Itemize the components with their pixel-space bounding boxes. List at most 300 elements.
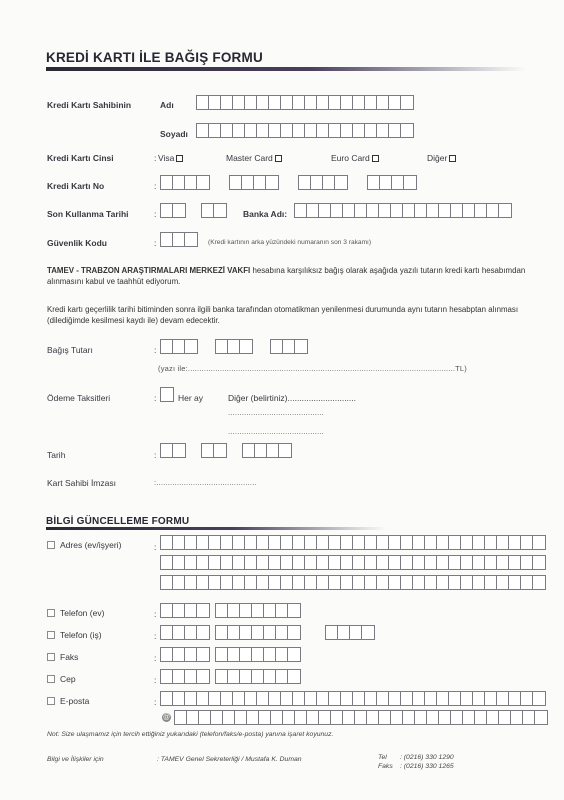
char-box[interactable]: [267, 444, 279, 457]
char-box[interactable]: [341, 536, 353, 549]
char-box[interactable]: [367, 711, 379, 724]
phone-home-number[interactable]: [215, 603, 301, 618]
char-box[interactable]: [343, 711, 355, 724]
char-box[interactable]: [533, 692, 545, 705]
char-box[interactable]: [521, 556, 533, 569]
monthly-box[interactable]: [160, 387, 174, 402]
char-box[interactable]: [271, 340, 283, 353]
address-line-1[interactable]: [160, 535, 546, 550]
char-box[interactable]: [379, 711, 391, 724]
char-box[interactable]: [161, 692, 173, 705]
char-box[interactable]: [257, 124, 269, 137]
char-box[interactable]: [307, 711, 319, 724]
char-box[interactable]: [365, 536, 377, 549]
char-box[interactable]: [279, 444, 291, 457]
char-box[interactable]: [269, 556, 281, 569]
char-box[interactable]: [461, 536, 473, 549]
char-box[interactable]: [242, 176, 254, 189]
bank-name-field[interactable]: [294, 203, 512, 218]
char-box[interactable]: [161, 444, 173, 457]
char-box[interactable]: [233, 556, 245, 569]
char-box[interactable]: [338, 626, 350, 639]
char-box[interactable]: [161, 576, 173, 589]
char-box[interactable]: [233, 96, 245, 109]
other-card-checkbox[interactable]: [449, 155, 456, 162]
char-box[interactable]: [161, 388, 173, 401]
signature-line[interactable]: :............................................: [154, 478, 257, 487]
char-box[interactable]: [276, 604, 288, 617]
char-box[interactable]: [173, 176, 185, 189]
char-box[interactable]: [485, 692, 497, 705]
char-box[interactable]: [329, 96, 341, 109]
char-box[interactable]: [233, 692, 245, 705]
char-box[interactable]: [281, 692, 293, 705]
char-box[interactable]: [197, 648, 209, 661]
char-box[interactable]: [425, 536, 437, 549]
char-box[interactable]: [173, 626, 185, 639]
char-box[interactable]: [185, 556, 197, 569]
char-box[interactable]: [401, 692, 413, 705]
char-box[interactable]: [353, 692, 365, 705]
fax-checkbox[interactable]: [47, 653, 55, 661]
char-box[interactable]: [391, 204, 403, 217]
char-box[interactable]: [281, 124, 293, 137]
char-box[interactable]: [228, 340, 240, 353]
mobile-checkbox[interactable]: [47, 675, 55, 683]
char-box[interactable]: [329, 556, 341, 569]
char-box[interactable]: [264, 648, 276, 661]
char-box[interactable]: [254, 176, 266, 189]
char-box[interactable]: [209, 576, 221, 589]
char-box[interactable]: [216, 648, 228, 661]
char-box[interactable]: [329, 536, 341, 549]
char-box[interactable]: [439, 711, 451, 724]
char-box[interactable]: [199, 711, 211, 724]
char-box[interactable]: [499, 711, 511, 724]
char-box[interactable]: [473, 692, 485, 705]
char-box[interactable]: [463, 204, 475, 217]
char-box[interactable]: [317, 96, 329, 109]
char-box[interactable]: [247, 711, 259, 724]
char-box[interactable]: [497, 692, 509, 705]
card-type-other[interactable]: [427, 153, 456, 163]
char-box[interactable]: [293, 124, 305, 137]
phone-home-checkbox[interactable]: [47, 609, 55, 617]
char-box[interactable]: [221, 96, 233, 109]
char-box[interactable]: [341, 692, 353, 705]
char-box[interactable]: [271, 711, 283, 724]
char-box[interactable]: [326, 626, 338, 639]
char-box[interactable]: [377, 124, 389, 137]
char-box[interactable]: [266, 176, 278, 189]
char-box[interactable]: [228, 604, 240, 617]
char-box[interactable]: [185, 604, 197, 617]
char-box[interactable]: [264, 626, 276, 639]
char-box[interactable]: [214, 444, 226, 457]
char-box[interactable]: [413, 692, 425, 705]
phone-work-checkbox[interactable]: [47, 631, 55, 639]
char-box[interactable]: [245, 692, 257, 705]
mobile-number[interactable]: [215, 669, 301, 684]
card-type-master[interactable]: [226, 153, 282, 163]
char-box[interactable]: [221, 556, 233, 569]
char-box[interactable]: [362, 626, 374, 639]
char-box[interactable]: [425, 576, 437, 589]
address-checkbox[interactable]: [47, 541, 55, 549]
char-box[interactable]: [161, 670, 173, 683]
char-box[interactable]: [173, 576, 185, 589]
char-box[interactable]: [461, 692, 473, 705]
char-box[interactable]: [245, 556, 257, 569]
char-box[interactable]: [365, 96, 377, 109]
char-box[interactable]: [323, 176, 335, 189]
char-box[interactable]: [209, 536, 221, 549]
char-box[interactable]: [252, 648, 264, 661]
char-box[interactable]: [281, 536, 293, 549]
char-box[interactable]: [173, 233, 185, 246]
char-box[interactable]: [269, 536, 281, 549]
char-box[interactable]: [365, 124, 377, 137]
char-box[interactable]: [511, 711, 523, 724]
char-box[interactable]: [391, 711, 403, 724]
char-box[interactable]: [257, 96, 269, 109]
char-box[interactable]: [355, 711, 367, 724]
char-box[interactable]: [485, 576, 497, 589]
char-box[interactable]: [288, 626, 300, 639]
char-box[interactable]: [343, 204, 355, 217]
char-box[interactable]: [197, 536, 209, 549]
char-box[interactable]: [228, 670, 240, 683]
char-box[interactable]: [209, 692, 221, 705]
char-box[interactable]: [197, 626, 209, 639]
char-box[interactable]: [461, 556, 473, 569]
char-box[interactable]: [317, 556, 329, 569]
char-box[interactable]: [355, 204, 367, 217]
char-box[interactable]: [437, 556, 449, 569]
char-box[interactable]: [173, 670, 185, 683]
char-box[interactable]: [497, 556, 509, 569]
char-box[interactable]: [401, 536, 413, 549]
char-box[interactable]: [389, 96, 401, 109]
char-box[interactable]: [185, 536, 197, 549]
char-box[interactable]: [161, 233, 173, 246]
char-box[interactable]: [173, 692, 185, 705]
char-box[interactable]: [353, 536, 365, 549]
char-box[interactable]: [425, 692, 437, 705]
card-type-euro[interactable]: [331, 153, 379, 163]
char-box[interactable]: [240, 648, 252, 661]
char-box[interactable]: [269, 692, 281, 705]
char-box[interactable]: [475, 711, 487, 724]
char-box[interactable]: [509, 556, 521, 569]
char-box[interactable]: [533, 556, 545, 569]
char-box[interactable]: [415, 204, 427, 217]
char-box[interactable]: [209, 96, 221, 109]
char-box[interactable]: [499, 204, 511, 217]
char-box[interactable]: [240, 604, 252, 617]
char-box[interactable]: [281, 96, 293, 109]
char-box[interactable]: [211, 711, 223, 724]
char-box[interactable]: [353, 124, 365, 137]
char-box[interactable]: [365, 556, 377, 569]
char-box[interactable]: [161, 204, 173, 217]
char-box[interactable]: [353, 556, 365, 569]
char-box[interactable]: [293, 556, 305, 569]
char-box[interactable]: [319, 204, 331, 217]
other-line-3[interactable]: ..........................................: [228, 427, 324, 436]
phone-work-extension[interactable]: [325, 625, 375, 640]
char-box[interactable]: [216, 604, 228, 617]
char-box[interactable]: [305, 536, 317, 549]
char-box[interactable]: [523, 711, 535, 724]
char-box[interactable]: [269, 96, 281, 109]
char-box[interactable]: [425, 556, 437, 569]
char-box[interactable]: [295, 204, 307, 217]
char-box[interactable]: [173, 340, 185, 353]
char-box[interactable]: [521, 576, 533, 589]
char-box[interactable]: [295, 711, 307, 724]
first-name-field[interactable]: [196, 95, 414, 110]
char-box[interactable]: [293, 576, 305, 589]
char-box[interactable]: [276, 626, 288, 639]
fax-number[interactable]: [215, 647, 301, 662]
char-box[interactable]: [245, 576, 257, 589]
char-box[interactable]: [379, 204, 391, 217]
char-box[interactable]: [317, 692, 329, 705]
char-box[interactable]: [329, 576, 341, 589]
char-box[interactable]: [185, 626, 197, 639]
char-box[interactable]: [365, 576, 377, 589]
char-box[interactable]: [341, 556, 353, 569]
char-box[interactable]: [451, 711, 463, 724]
char-box[interactable]: [293, 536, 305, 549]
char-box[interactable]: [240, 626, 252, 639]
card-no-group-2[interactable]: [229, 175, 279, 190]
char-box[interactable]: [463, 711, 475, 724]
char-box[interactable]: [377, 536, 389, 549]
expiry-month-field[interactable]: [160, 203, 186, 218]
char-box[interactable]: [413, 576, 425, 589]
char-box[interactable]: [487, 204, 499, 217]
char-box[interactable]: [415, 711, 427, 724]
char-box[interactable]: [473, 576, 485, 589]
char-box[interactable]: [377, 556, 389, 569]
char-box[interactable]: [283, 340, 295, 353]
char-box[interactable]: [197, 124, 209, 137]
char-box[interactable]: [221, 576, 233, 589]
char-box[interactable]: [197, 576, 209, 589]
char-box[interactable]: [243, 444, 255, 457]
char-box[interactable]: [276, 670, 288, 683]
amount-group-3[interactable]: [270, 339, 308, 354]
char-box[interactable]: [245, 124, 257, 137]
char-box[interactable]: [317, 124, 329, 137]
date-day-field[interactable]: [160, 443, 186, 458]
char-box[interactable]: [533, 536, 545, 549]
char-box[interactable]: [350, 626, 362, 639]
phone-work-area[interactable]: [160, 625, 210, 640]
char-box[interactable]: [245, 536, 257, 549]
char-box[interactable]: [497, 536, 509, 549]
char-box[interactable]: [216, 670, 228, 683]
char-box[interactable]: [389, 124, 401, 137]
char-box[interactable]: [389, 536, 401, 549]
char-box[interactable]: [264, 604, 276, 617]
char-box[interactable]: [341, 96, 353, 109]
char-box[interactable]: [252, 626, 264, 639]
char-box[interactable]: [185, 692, 197, 705]
char-box[interactable]: [288, 604, 300, 617]
char-box[interactable]: [367, 204, 379, 217]
security-code-field[interactable]: [160, 232, 198, 247]
char-box[interactable]: [403, 711, 415, 724]
char-box[interactable]: [185, 648, 197, 661]
char-box[interactable]: [319, 711, 331, 724]
char-box[interactable]: [341, 124, 353, 137]
char-box[interactable]: [317, 576, 329, 589]
char-box[interactable]: [240, 340, 252, 353]
char-box[interactable]: [161, 604, 173, 617]
email-domain-field[interactable]: [174, 710, 548, 725]
char-box[interactable]: [295, 340, 307, 353]
char-box[interactable]: [161, 556, 173, 569]
char-box[interactable]: [197, 692, 209, 705]
char-box[interactable]: [521, 692, 533, 705]
char-box[interactable]: [497, 576, 509, 589]
char-box[interactable]: [413, 556, 425, 569]
char-box[interactable]: [305, 96, 317, 109]
visa-checkbox[interactable]: [176, 155, 183, 162]
char-box[interactable]: [257, 536, 269, 549]
char-box[interactable]: [353, 96, 365, 109]
char-box[interactable]: [427, 204, 439, 217]
char-box[interactable]: [252, 670, 264, 683]
char-box[interactable]: [437, 536, 449, 549]
char-box[interactable]: [245, 96, 257, 109]
char-box[interactable]: [202, 444, 214, 457]
char-box[interactable]: [281, 576, 293, 589]
char-box[interactable]: [197, 670, 209, 683]
char-box[interactable]: [305, 576, 317, 589]
char-box[interactable]: [288, 648, 300, 661]
char-box[interactable]: [216, 626, 228, 639]
char-box[interactable]: [228, 648, 240, 661]
fax-area[interactable]: [160, 647, 210, 662]
char-box[interactable]: [264, 670, 276, 683]
char-box[interactable]: [509, 692, 521, 705]
char-box[interactable]: [276, 648, 288, 661]
char-box[interactable]: [197, 176, 209, 189]
char-box[interactable]: [401, 576, 413, 589]
char-box[interactable]: [185, 670, 197, 683]
char-box[interactable]: [197, 556, 209, 569]
char-box[interactable]: [288, 670, 300, 683]
char-box[interactable]: [403, 204, 415, 217]
char-box[interactable]: [509, 576, 521, 589]
char-box[interactable]: [365, 692, 377, 705]
char-box[interactable]: [437, 692, 449, 705]
char-box[interactable]: [185, 176, 197, 189]
amount-in-words[interactable]: (yazı ile:.....................................................................................................................TL): [158, 364, 467, 373]
char-box[interactable]: [235, 711, 247, 724]
char-box[interactable]: [389, 576, 401, 589]
char-box[interactable]: [185, 340, 197, 353]
card-no-group-1[interactable]: [160, 175, 210, 190]
char-box[interactable]: [521, 536, 533, 549]
char-box[interactable]: [329, 692, 341, 705]
char-box[interactable]: [353, 576, 365, 589]
char-box[interactable]: [269, 124, 281, 137]
char-box[interactable]: [233, 576, 245, 589]
char-box[interactable]: [377, 576, 389, 589]
char-box[interactable]: [216, 340, 228, 353]
date-month-field[interactable]: [201, 443, 227, 458]
char-box[interactable]: [230, 176, 242, 189]
mobile-area[interactable]: [160, 669, 210, 684]
char-box[interactable]: [293, 96, 305, 109]
char-box[interactable]: [161, 648, 173, 661]
date-year-field[interactable]: [242, 443, 292, 458]
char-box[interactable]: [307, 204, 319, 217]
char-box[interactable]: [221, 536, 233, 549]
char-box[interactable]: [209, 124, 221, 137]
char-box[interactable]: [185, 233, 197, 246]
char-box[interactable]: [281, 556, 293, 569]
char-box[interactable]: [173, 604, 185, 617]
amount-group-2[interactable]: [215, 339, 253, 354]
char-box[interactable]: [329, 124, 341, 137]
char-box[interactable]: [233, 124, 245, 137]
char-box[interactable]: [257, 576, 269, 589]
other-installment[interactable]: Diğer (belirtiniz).............................: [228, 393, 356, 403]
char-box[interactable]: [161, 626, 173, 639]
char-box[interactable]: [437, 576, 449, 589]
char-box[interactable]: [293, 692, 305, 705]
char-box[interactable]: [509, 536, 521, 549]
char-box[interactable]: [392, 176, 404, 189]
master-card-checkbox[interactable]: [275, 155, 282, 162]
char-box[interactable]: [377, 692, 389, 705]
char-box[interactable]: [175, 711, 187, 724]
char-box[interactable]: [305, 556, 317, 569]
char-box[interactable]: [214, 204, 226, 217]
char-box[interactable]: [485, 556, 497, 569]
char-box[interactable]: [317, 536, 329, 549]
char-box[interactable]: [461, 576, 473, 589]
char-box[interactable]: [173, 536, 185, 549]
char-box[interactable]: [311, 176, 323, 189]
char-box[interactable]: [252, 604, 264, 617]
phone-home-area[interactable]: [160, 603, 210, 618]
char-box[interactable]: [161, 176, 173, 189]
char-box[interactable]: [257, 692, 269, 705]
char-box[interactable]: [401, 556, 413, 569]
char-box[interactable]: [221, 124, 233, 137]
char-box[interactable]: [389, 692, 401, 705]
other-line-2[interactable]: ..........................................: [228, 408, 324, 417]
char-box[interactable]: [269, 576, 281, 589]
char-box[interactable]: [240, 670, 252, 683]
char-box[interactable]: [341, 576, 353, 589]
char-box[interactable]: [473, 536, 485, 549]
char-box[interactable]: [439, 204, 451, 217]
char-box[interactable]: [299, 176, 311, 189]
char-box[interactable]: [449, 556, 461, 569]
last-name-field[interactable]: [196, 123, 414, 138]
char-box[interactable]: [449, 536, 461, 549]
char-box[interactable]: [331, 204, 343, 217]
card-no-group-3[interactable]: [298, 175, 348, 190]
